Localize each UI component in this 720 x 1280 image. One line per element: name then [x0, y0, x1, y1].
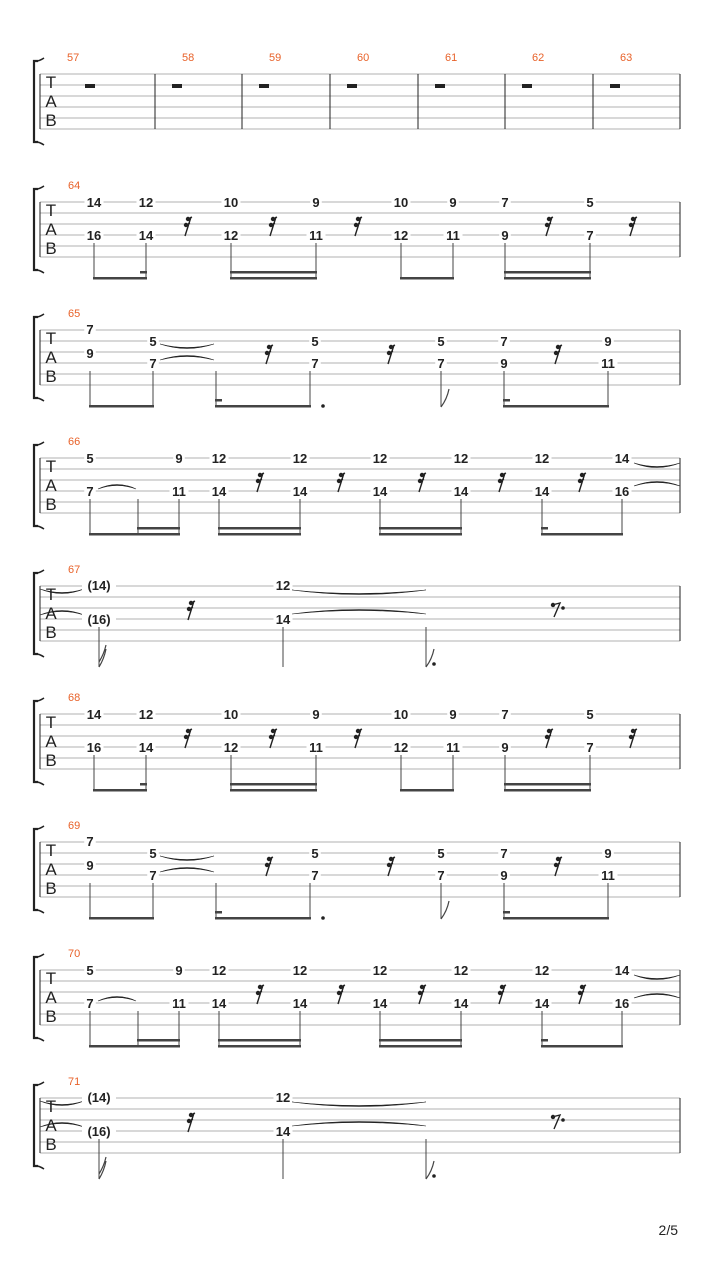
- whole-rest: [85, 84, 95, 88]
- fret-number: 10: [223, 707, 239, 722]
- whole-rest: [435, 84, 445, 88]
- fret-number: 9: [175, 451, 183, 466]
- note-flag: [99, 645, 106, 667]
- tab-clef-letter: B: [45, 1135, 57, 1154]
- bracket-hook-bottom: [34, 910, 44, 913]
- bracket-hook-top: [34, 954, 44, 957]
- note-beam: [230, 789, 317, 792]
- fret-number: 7: [149, 356, 157, 371]
- fret-number: 16: [86, 228, 102, 243]
- note-beam: [230, 277, 317, 280]
- note-flag: [441, 389, 449, 407]
- bar-number: 67: [68, 564, 81, 576]
- fret-number: 5: [311, 846, 319, 861]
- tab-clef-letter: B: [45, 623, 57, 642]
- fret-number: 7: [311, 356, 319, 371]
- tab-clef-letter: B: [45, 751, 57, 770]
- fret-number: 12: [211, 963, 227, 978]
- fret-number: 7: [86, 996, 94, 1011]
- bracket-hook-bottom: [34, 526, 44, 529]
- fret-number: 7: [501, 195, 509, 210]
- tie-slur: [292, 1122, 426, 1127]
- tab-clef-letter: A: [45, 604, 57, 623]
- tie-slur: [292, 610, 426, 615]
- bar-number: 62: [532, 52, 545, 64]
- whole-rest: [610, 84, 620, 88]
- fret-number: 14: [453, 484, 469, 499]
- fret-number: (14): [87, 578, 111, 593]
- note-beam: [215, 917, 311, 920]
- tab-clef-letter: B: [45, 239, 57, 258]
- note-beam: [541, 1045, 623, 1048]
- fret-number: 11: [309, 228, 323, 243]
- note-beam: [89, 1045, 180, 1048]
- tie-slur: [292, 590, 426, 595]
- bar-number: 61: [445, 52, 458, 64]
- system-bracket: [34, 829, 38, 910]
- fret-number: 14: [211, 996, 227, 1011]
- fret-number: 7: [86, 834, 94, 849]
- fret-number: 11: [601, 356, 615, 371]
- note-flag: [441, 901, 449, 919]
- fret-number: 5: [437, 846, 445, 861]
- fret-number: 9: [312, 195, 320, 210]
- note-beam: [89, 405, 154, 408]
- bar-number: 70: [68, 948, 81, 960]
- tab-clef-letter: A: [45, 220, 57, 239]
- fret-number: 12: [223, 740, 239, 755]
- fret-number: 12: [138, 707, 154, 722]
- tie-slur: [98, 485, 136, 490]
- fret-number: 9: [86, 346, 94, 361]
- system-bracket: [34, 957, 38, 1038]
- note-beam: [504, 783, 591, 786]
- fret-number: 12: [292, 451, 308, 466]
- fret-number: 12: [453, 963, 469, 978]
- fret-number: 9: [449, 707, 457, 722]
- fret-number: 7: [86, 322, 94, 337]
- bar-number: 66: [68, 436, 81, 448]
- tab-clef-letter: T: [45, 841, 57, 860]
- tie-slur: [160, 356, 214, 361]
- fret-number: 7: [437, 868, 445, 883]
- fret-number: 10: [393, 707, 409, 722]
- fret-number: 7: [149, 868, 157, 883]
- note-beam: [230, 271, 317, 274]
- note-beam: [93, 789, 147, 792]
- fret-number: 11: [446, 228, 460, 243]
- tab-system: [34, 564, 680, 667]
- bar-number: 71: [68, 1076, 81, 1088]
- tab-clef-letter: B: [45, 1007, 57, 1026]
- note-beam: [218, 1045, 301, 1048]
- fret-number: 12: [292, 963, 308, 978]
- dot: [561, 606, 565, 610]
- tab-clef-letter: B: [45, 495, 57, 514]
- note-beam: [504, 789, 591, 792]
- fret-number: (16): [87, 1124, 111, 1139]
- bracket-hook-bottom: [34, 782, 44, 785]
- system-bracket: [34, 317, 38, 398]
- fret-number: 14: [372, 484, 388, 499]
- note-beam: [137, 1039, 180, 1042]
- dot: [561, 1118, 565, 1122]
- note-beam: [218, 1039, 301, 1042]
- fret-number: 14: [614, 451, 630, 466]
- fret-number: 12: [534, 451, 550, 466]
- note-beam: [93, 277, 147, 280]
- tab-system: [34, 52, 680, 145]
- note-beam: [379, 527, 462, 530]
- bracket-hook-top: [34, 58, 44, 61]
- rest-dot: [551, 1115, 555, 1119]
- tab-system: [34, 436, 680, 536]
- fret-number: 9: [312, 707, 320, 722]
- note-beam: [89, 533, 180, 536]
- tab-clef-letter: T: [45, 969, 57, 988]
- tab-system: [34, 692, 680, 792]
- bracket-hook-top: [34, 826, 44, 829]
- fret-number: 5: [311, 334, 319, 349]
- bracket-hook-bottom: [34, 1038, 44, 1041]
- note-beam: [504, 277, 591, 280]
- note-beam: [503, 405, 609, 408]
- fret-number: 12: [453, 451, 469, 466]
- tab-clef-letter: B: [45, 879, 57, 898]
- fret-number: 14: [275, 1124, 291, 1139]
- note-beam: [379, 1039, 462, 1042]
- fret-number: 9: [604, 846, 612, 861]
- fret-number: 9: [501, 228, 509, 243]
- fret-number: 14: [275, 612, 291, 627]
- fret-number: 14: [86, 195, 102, 210]
- fret-number: 12: [275, 578, 291, 593]
- fret-number: 12: [393, 740, 409, 755]
- fret-number: 7: [501, 707, 509, 722]
- fret-number: 5: [586, 707, 594, 722]
- tie-slur: [634, 975, 680, 980]
- tab-clef-letter: B: [45, 111, 57, 130]
- fret-number: 5: [149, 846, 157, 861]
- fret-number: 9: [449, 195, 457, 210]
- tie-slur: [160, 856, 214, 861]
- fret-number: 9: [604, 334, 612, 349]
- fret-number: 14: [453, 996, 469, 1011]
- fret-number: 12: [138, 195, 154, 210]
- fret-number: (16): [87, 612, 111, 627]
- bar-number: 57: [67, 52, 80, 64]
- fret-number: 14: [534, 996, 550, 1011]
- fret-number: 12: [211, 451, 227, 466]
- tab-system: [34, 1076, 680, 1179]
- note-beam-part: [503, 911, 510, 914]
- fret-number: 16: [614, 484, 630, 499]
- bracket-hook-bottom: [34, 398, 44, 401]
- rest-dot: [551, 603, 555, 607]
- note-beam-part: [503, 399, 510, 402]
- fret-number: 12: [393, 228, 409, 243]
- tab-system: [34, 308, 680, 408]
- dot: [321, 916, 325, 920]
- note-beam: [137, 527, 180, 530]
- system-bracket: [34, 189, 38, 270]
- fret-number: 12: [372, 451, 388, 466]
- system-bracket: [34, 1085, 38, 1166]
- fret-number: 9: [86, 858, 94, 873]
- fret-number: 14: [614, 963, 630, 978]
- note-beam-part: [541, 1039, 548, 1042]
- tab-clef-letter: A: [45, 988, 57, 1007]
- tab-system: [34, 820, 680, 920]
- tab-clef-letter: T: [45, 585, 57, 604]
- bracket-hook-top: [34, 1082, 44, 1085]
- fret-number: 14: [292, 484, 308, 499]
- note-beam: [379, 533, 462, 536]
- tab-system: [34, 948, 680, 1048]
- fret-number: 14: [86, 707, 102, 722]
- fret-number: 9: [501, 740, 509, 755]
- note-flag: [99, 1157, 106, 1179]
- tab-clef-letter: T: [45, 201, 57, 220]
- note-beam-part: [541, 527, 548, 530]
- tab-clef-letter: T: [45, 457, 57, 476]
- fret-number: 9: [500, 868, 508, 883]
- fret-number: 10: [223, 195, 239, 210]
- bracket-hook-top: [34, 186, 44, 189]
- note-beam: [379, 1045, 462, 1048]
- system-bracket: [34, 701, 38, 782]
- fret-number: 7: [586, 740, 594, 755]
- fret-number: 7: [86, 484, 94, 499]
- note-beam: [541, 533, 623, 536]
- bracket-hook-top: [34, 442, 44, 445]
- fret-number: 11: [309, 740, 323, 755]
- tab-clef-letter: B: [45, 367, 57, 386]
- whole-rest: [172, 84, 182, 88]
- fret-number: 14: [534, 484, 550, 499]
- fret-number: 5: [86, 451, 94, 466]
- fret-number: 7: [586, 228, 594, 243]
- bracket-hook-top: [34, 314, 44, 317]
- fret-number: 14: [292, 996, 308, 1011]
- fret-number: 16: [614, 996, 630, 1011]
- tab-clef-letter: A: [45, 860, 57, 879]
- fret-number: 11: [446, 740, 460, 755]
- note-beam: [218, 527, 301, 530]
- fret-number: 16: [86, 740, 102, 755]
- fret-number: 11: [601, 868, 615, 883]
- bracket-hook-bottom: [34, 1166, 44, 1169]
- bracket-hook-bottom: [34, 142, 44, 145]
- tab-clef-letter: T: [45, 713, 57, 732]
- fret-number: 9: [175, 963, 183, 978]
- tie-slur: [160, 868, 214, 873]
- note-beam-part: [215, 399, 222, 402]
- fret-number: 11: [172, 484, 186, 499]
- fret-number: 5: [149, 334, 157, 349]
- note-beam-part: [140, 783, 147, 786]
- note-beam: [503, 917, 609, 920]
- whole-rest: [522, 84, 532, 88]
- fret-number: 5: [86, 963, 94, 978]
- dot: [432, 1174, 436, 1178]
- dot: [321, 404, 325, 408]
- bar-number: 60: [357, 52, 370, 64]
- bar-number: 64: [68, 180, 81, 192]
- note-beam: [218, 533, 301, 536]
- fret-number: (14): [87, 1090, 111, 1105]
- bracket-hook-bottom: [34, 270, 44, 273]
- bracket-hook-bottom: [34, 654, 44, 657]
- tie-slur: [98, 997, 136, 1002]
- tab-clef-letter: A: [45, 92, 57, 111]
- tab-clef-letter: A: [45, 732, 57, 751]
- fret-number: 14: [372, 996, 388, 1011]
- fret-number: 7: [311, 868, 319, 883]
- note-beam: [89, 917, 154, 920]
- tab-clef-letter: T: [45, 1097, 57, 1116]
- fret-number: 12: [372, 963, 388, 978]
- tab-system: [34, 180, 680, 280]
- tab-clef-letter: T: [45, 73, 57, 92]
- fret-number: 9: [500, 356, 508, 371]
- whole-rest: [259, 84, 269, 88]
- fret-number: 12: [275, 1090, 291, 1105]
- bar-number: 58: [182, 52, 195, 64]
- bar-number: 63: [620, 52, 633, 64]
- bar-number: 59: [269, 52, 282, 64]
- tie-slur: [634, 482, 680, 487]
- tab-clef-letter: A: [45, 476, 57, 495]
- fret-number: 14: [138, 228, 154, 243]
- system-bracket: [34, 61, 38, 142]
- fret-number: 14: [211, 484, 227, 499]
- fret-number: 12: [223, 228, 239, 243]
- system-bracket: [34, 445, 38, 526]
- bar-number: 69: [68, 820, 81, 832]
- system-bracket: [34, 573, 38, 654]
- note-beam-part: [215, 911, 222, 914]
- fret-number: 5: [437, 334, 445, 349]
- tab-clef-letter: A: [45, 1116, 57, 1135]
- fret-number: 10: [393, 195, 409, 210]
- dot: [432, 662, 436, 666]
- fret-number: 14: [138, 740, 154, 755]
- bar-number: 68: [68, 692, 81, 704]
- fret-number: 12: [534, 963, 550, 978]
- tab-clef-letter: T: [45, 329, 57, 348]
- note-beam: [504, 271, 591, 274]
- note-beam-part: [140, 271, 147, 274]
- fret-number: 7: [500, 334, 508, 349]
- note-beam: [215, 405, 311, 408]
- fret-number: 7: [500, 846, 508, 861]
- tie-slur: [634, 463, 680, 468]
- note-beam: [400, 789, 454, 792]
- tie-slur: [160, 344, 214, 349]
- tab-clef-letter: A: [45, 348, 57, 367]
- note-beam: [230, 783, 317, 786]
- tie-slur: [292, 1102, 426, 1107]
- fret-number: 5: [586, 195, 594, 210]
- bracket-hook-top: [34, 698, 44, 701]
- fret-number: 11: [172, 996, 186, 1011]
- bar-number: 65: [68, 308, 81, 320]
- page-number: 2/5: [658, 1222, 678, 1238]
- fret-number: 7: [437, 356, 445, 371]
- whole-rest: [347, 84, 357, 88]
- note-beam: [400, 277, 454, 280]
- tie-slur: [634, 994, 680, 999]
- bracket-hook-top: [34, 570, 44, 573]
